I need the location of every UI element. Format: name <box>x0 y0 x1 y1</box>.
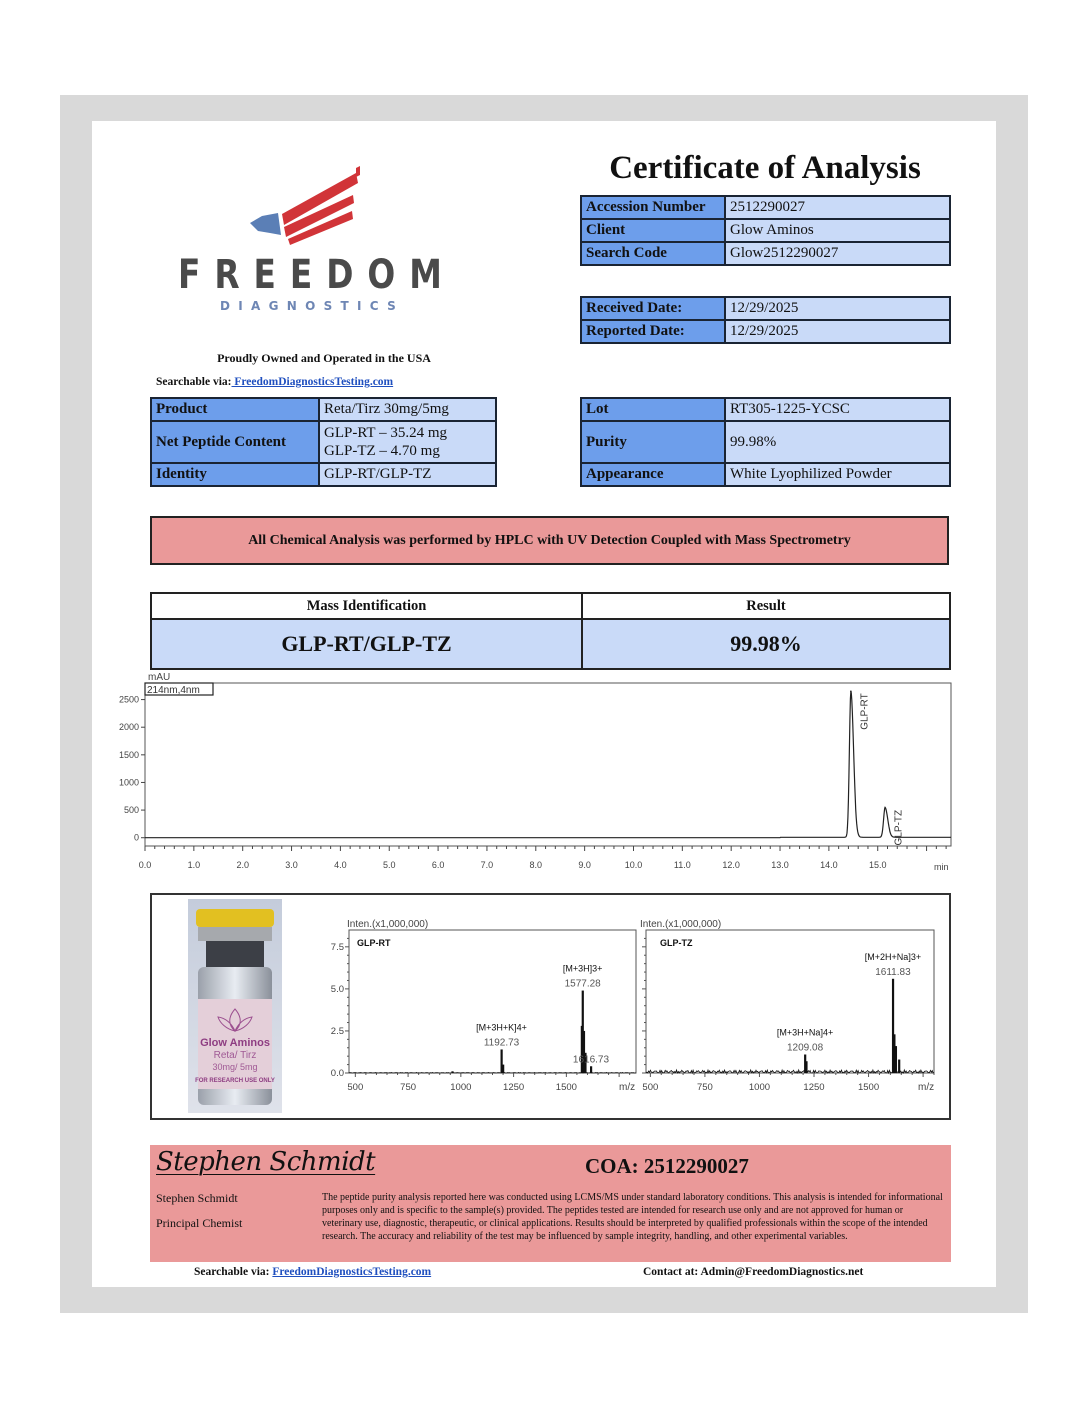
key-cell: Client <box>581 219 725 242</box>
x-tick-label: 500 <box>347 1082 364 1093</box>
signer-name: Stephen Schmidt <box>156 1191 238 1205</box>
ms-spectrum-glp-tz <box>638 913 943 1095</box>
peak-ion-label: [M+2H+Na]3+ <box>864 951 922 962</box>
key-cell: Received Date: <box>581 297 725 320</box>
analysis-method-banner <box>150 516 949 565</box>
spectrum-title: GLP-RT <box>357 938 391 948</box>
mass-identification-table <box>150 592 951 670</box>
x-tick-label: 1250 <box>803 1082 825 1093</box>
table-row <box>581 219 950 242</box>
y-axis-label: mAU <box>148 672 171 683</box>
x-tick-label: 7.0 <box>480 860 494 870</box>
y-tick-label: 2.5 <box>330 1025 344 1037</box>
ms-spectrum-glp-rt <box>325 913 640 1095</box>
x-tick-label: 8.0 <box>529 860 543 870</box>
key-cell: Reported Date: <box>581 320 725 343</box>
logo-wordmark: FREEDOM <box>178 252 456 298</box>
peak-label: GLP-RT <box>859 693 871 730</box>
banner-text: All Chemical Analysis was performed by HPLC with UV Detection Coupled with Mass Spectrometry <box>248 532 851 548</box>
plot-frame <box>349 930 636 1073</box>
page-title: Certificate of Analysis <box>609 150 921 186</box>
table-row <box>151 398 496 421</box>
searchable-via-top <box>156 376 393 388</box>
y-tick-label: 2500 <box>118 694 139 705</box>
value-cell: Reta/Tirz 30mg/5mg <box>319 398 496 421</box>
vial-brand: Glow Aminos <box>200 1037 270 1049</box>
peak-ion-label: [M+3H]3+ <box>562 963 603 974</box>
ms-peak <box>895 1046 897 1073</box>
y-tick-label: 2000 <box>118 722 139 733</box>
key-cell: Accession Number <box>581 196 725 219</box>
vial-note: FOR RESEARCH USE ONLY <box>195 1078 275 1084</box>
x-tick-label: 4.0 <box>334 860 347 870</box>
x-tick-label: 1500 <box>555 1082 577 1093</box>
x-tick-label: 15.0 <box>868 860 887 870</box>
x-tick-label: 9.0 <box>578 860 591 870</box>
x-tick-label: 1500 <box>857 1082 880 1093</box>
x-tick-label: 0.0 <box>138 860 152 870</box>
key-cell: Purity <box>581 421 725 463</box>
mass-identification-value: GLP-RT/GLP-TZ <box>151 619 582 669</box>
table-row <box>581 398 950 421</box>
x-tick-label: 1000 <box>450 1082 472 1093</box>
x-tick-label: 1.0 <box>187 860 201 870</box>
y-tick-label: 1500 <box>118 749 139 760</box>
ms-peak <box>451 1071 453 1073</box>
value-cell: RT305-1225-YCSC <box>725 398 950 421</box>
table-row <box>581 463 950 486</box>
key-cell: Net Peptide Content <box>151 421 319 463</box>
table-header-row <box>151 593 950 619</box>
peak-label: GLP-TZ <box>893 809 905 846</box>
value-cell: Glow2512290027 <box>725 242 950 265</box>
accession-table <box>580 195 951 266</box>
peak-mz-label: 1577.28 <box>564 978 601 990</box>
value-cell <box>319 421 496 463</box>
x-tick-label: 2.0 <box>236 860 249 870</box>
peak-mz-label: 1209.08 <box>786 1042 824 1054</box>
coa-number: COA: 2512290027 <box>585 1154 749 1178</box>
x-tick-label: 1250 <box>503 1082 525 1093</box>
x-tick-label: 11.0 <box>673 860 691 870</box>
table-row <box>581 320 950 343</box>
value-cell: 12/29/2025 <box>725 320 950 343</box>
key-cell: Identity <box>151 463 319 486</box>
key-cell: Product <box>151 398 319 421</box>
header-mass-identification: Mass Identification <box>151 593 582 619</box>
key-cell: Search Code <box>581 242 725 265</box>
peak-mz-label: 1616.73 <box>572 1054 610 1066</box>
disclaimer-text: The peptide purity analysis reported here was conducted using LCMS/MS under standard laboratory conditions. This analysis is intended for informational purposes only and is specific to the sample(s) provided. The peptides tested are intended for research use only and are not approved for human or veterinary use, diagnostic, therapeutic, or clinical applications. Results should be interpreted by qualified professionals within the scope of the intended research. The accuracy and reliability of the test may be influenced by sample integrity, handling, and other experimental variables. <box>322 1192 943 1242</box>
key-cell: Lot <box>581 398 725 421</box>
result-value: 99.98% <box>582 619 950 669</box>
dates-table <box>580 296 951 344</box>
x-tick-label: 14.0 <box>820 860 838 870</box>
noise-trace <box>646 1070 934 1073</box>
table-row <box>581 196 950 219</box>
tagline: Proudly Owned and Operated in the USA <box>217 351 431 365</box>
x-axis-label: min <box>934 862 949 872</box>
x-axis-label: m/z <box>619 1082 636 1093</box>
vial-product: Reta/ Tirz <box>213 1050 257 1061</box>
ms-peak <box>898 1060 900 1073</box>
net-peptide-rt: GLP-RT – 35.24 mg <box>324 425 447 441</box>
table-row <box>151 619 950 669</box>
footer-website-link[interactable]: FreedomDiagnosticsTesting.com <box>272 1266 432 1278</box>
footer-searchable <box>194 1266 431 1278</box>
y-tick-label: 5.0 <box>330 983 344 995</box>
ms-peak <box>502 1065 504 1073</box>
x-tick-label: 3.0 <box>285 860 298 870</box>
value-cell: 2512290027 <box>725 196 950 219</box>
key-cell: Appearance <box>581 463 725 486</box>
value-cell: 99.98% <box>725 421 950 463</box>
table-row <box>151 463 496 486</box>
hplc-chromatogram <box>100 668 960 878</box>
freedom-eagle-logo-icon <box>248 165 363 245</box>
net-peptide-tz: GLP-TZ – 4.70 mg <box>324 443 440 459</box>
y-tick-label: 500 <box>123 805 139 816</box>
signer-title: Principal Chemist <box>156 1216 243 1230</box>
website-link-top[interactable]: FreedomDiagnosticsTesting.com <box>231 376 394 388</box>
peak-ion-label: [M+3H+Na]4+ <box>776 1027 834 1038</box>
searchable-label: Searchable via: <box>156 376 232 388</box>
table-row <box>581 297 950 320</box>
value-cell: Glow Aminos <box>725 219 950 242</box>
x-tick-label: 1000 <box>748 1082 771 1093</box>
peak-ion-label: [M+3H+K]4+ <box>476 1022 527 1033</box>
plot-frame <box>145 683 951 846</box>
x-tick-label: 5.0 <box>382 860 396 870</box>
chromatogram-trace <box>145 691 951 838</box>
footer-searchable-label: Searchable via: <box>194 1266 270 1278</box>
handwritten-signature: Stephen Schmidt <box>156 1147 376 1177</box>
x-tick-label: 12.0 <box>722 860 740 870</box>
table-row <box>581 242 950 265</box>
value-cell: 12/29/2025 <box>725 297 950 320</box>
ms-peak <box>590 1066 592 1073</box>
y-axis-label: Inten.(x1,000,000) <box>640 919 722 930</box>
x-tick-label: 10.0 <box>624 860 643 870</box>
legend-text: 214nm,4nm <box>147 685 200 696</box>
value-cell: White Lyophilized Powder <box>725 463 950 486</box>
header-result: Result <box>582 593 950 619</box>
peak-mz-label: 1192.73 <box>483 1037 520 1049</box>
value-cell: GLP-RT/GLP-TZ <box>319 463 496 486</box>
vial-cap-icon <box>196 909 274 927</box>
table-row <box>151 421 496 463</box>
x-tick-label: 750 <box>696 1082 713 1093</box>
y-axis-label: Inten.(x1,000,000) <box>347 919 429 930</box>
lot-table <box>580 397 951 487</box>
x-tick-label: 13.0 <box>771 860 789 870</box>
y-tick-label: 0 <box>133 832 139 843</box>
y-tick-label: 7.5 <box>330 941 344 953</box>
x-tick-label: 6.0 <box>431 860 445 870</box>
x-tick-label: 750 <box>400 1082 417 1093</box>
y-tick-label: 1000 <box>118 777 139 788</box>
peak-apex <box>850 690 852 692</box>
vial-photo <box>188 899 282 1113</box>
x-axis-label: m/z <box>918 1082 935 1093</box>
x-tick-label: 500 <box>642 1082 659 1093</box>
y-tick-label: 0.0 <box>330 1068 344 1079</box>
table-row <box>581 421 950 463</box>
ms-peak <box>805 1061 807 1073</box>
product-table <box>150 397 497 487</box>
peak-mz-label: 1611.83 <box>875 966 911 978</box>
footer-contact[interactable]: Contact at: Admin@FreedomDiagnostics.net <box>643 1266 864 1278</box>
spectrum-title: GLP-TZ <box>660 938 693 948</box>
peak-apex <box>884 807 886 809</box>
logo-subtitle: DIAGNOSTICS <box>220 299 405 313</box>
vial-dose: 30mg/ 5mg <box>212 1062 258 1072</box>
